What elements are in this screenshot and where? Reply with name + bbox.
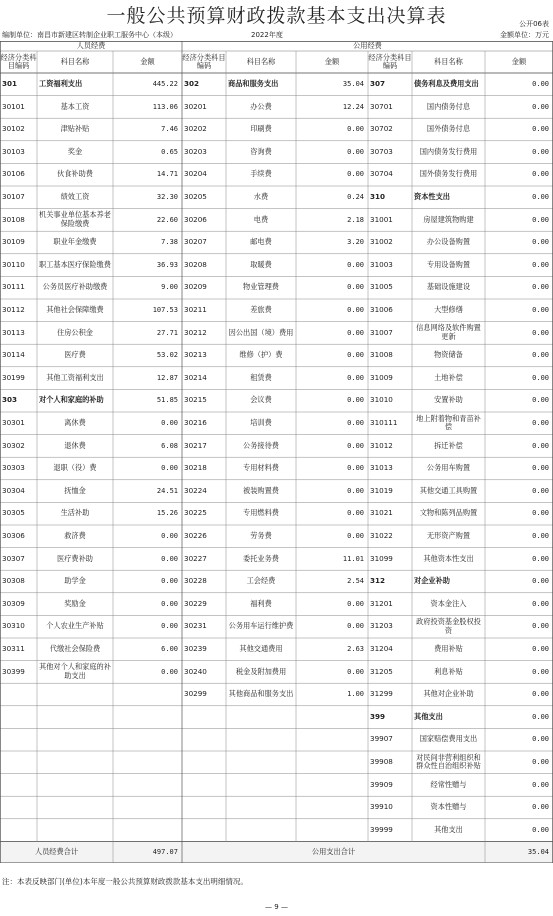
table-cell-amount: 0.00 xyxy=(347,532,364,541)
table-cell-code: 30207 xyxy=(184,237,207,247)
table-cell-code: 30107 xyxy=(2,192,25,202)
table-note: 注：本表反映部门(单位)本年度一般公共预算财政拨款基本支出明细情况。 xyxy=(2,877,248,886)
table-cell-amount: 0.00 xyxy=(532,441,549,450)
header-code-2: 经济分类科目编码 xyxy=(182,52,226,70)
table-cell-code: 31009 xyxy=(370,372,393,382)
table-cell-code: 30304 xyxy=(2,485,25,495)
table-cell-amount: 0.00 xyxy=(532,667,549,676)
header-amount-1: 金额 xyxy=(140,56,155,66)
table-cell-code: 302 xyxy=(184,79,200,89)
table-cell-amount: 0.00 xyxy=(161,554,178,563)
table-cell-name: 基本工资 xyxy=(60,101,90,111)
table-cell-amount: 0.00 xyxy=(532,215,549,224)
table-cell-amount: 0.00 xyxy=(532,306,549,315)
table-cell-amount: 0.00 xyxy=(532,125,549,134)
table-cell-code: 30305 xyxy=(2,508,25,518)
table-cell-amount: 0.00 xyxy=(532,712,549,721)
table-cell-name: 政府投资基金股权投资 xyxy=(416,617,481,635)
table-cell-amount: 0.00 xyxy=(161,599,178,608)
table-cell-name: 电费 xyxy=(253,214,269,224)
table-cell-code: 31008 xyxy=(370,350,393,360)
table-cell-name: 退休费 xyxy=(64,440,86,450)
table-cell-amount: 0.00 xyxy=(532,238,549,247)
table-cell-code: 307 xyxy=(370,79,386,89)
table-cell-amount: 0.00 xyxy=(532,328,549,337)
table-cell-code: 30203 xyxy=(184,146,207,156)
table-cell-amount: 0.00 xyxy=(532,735,549,744)
reporting-unit: 编制单位：南昌市新建区转制企业职工服务中心（本级） xyxy=(2,31,177,39)
table-cell-amount: 0.00 xyxy=(347,599,364,608)
table-cell-name: 绩效工资 xyxy=(60,192,90,202)
table-cell-name: 其他交通费用 xyxy=(239,644,283,654)
table-cell-code: 310111 xyxy=(370,418,398,428)
header-amount-3: 金额 xyxy=(511,56,527,66)
table-cell-code: 30307 xyxy=(2,553,25,563)
table-cell-amount: 0.00 xyxy=(532,825,549,834)
table-cell-name: 其他商品和服务支出 xyxy=(228,689,294,699)
table-cell-name: 其他社会保障缴费 xyxy=(46,305,104,315)
expenditure-table xyxy=(0,41,553,870)
table-cell-name: 租赁费 xyxy=(250,372,272,382)
table-cell-name: 其他对个人和家庭的补助支出 xyxy=(39,662,111,680)
table-cell-amount: 0.00 xyxy=(532,758,549,767)
table-cell-code: 30114 xyxy=(2,350,25,360)
table-cell-name: 公务用车购置 xyxy=(426,463,471,473)
table-cell-name: 维修（护）费 xyxy=(239,350,283,360)
table-cell-amount: 0.00 xyxy=(532,373,549,382)
table-cell-code: 31021 xyxy=(370,508,393,518)
table-cell-code: 31001 xyxy=(370,214,393,224)
table-cell-code: 31203 xyxy=(370,621,393,631)
section-public-header: 公用经费 xyxy=(353,41,382,50)
currency-unit: 金额单位：万元 xyxy=(500,31,549,39)
table-cell-code: 30103 xyxy=(2,146,25,156)
table-cell-name: 生活补助 xyxy=(60,508,90,518)
table-cell-code: 312 xyxy=(370,576,386,586)
table-cell-code: 30217 xyxy=(184,440,207,450)
public-total-label: 公用支出合计 xyxy=(311,847,356,857)
table-cell-amount: 2.63 xyxy=(347,645,364,654)
table-cell-name: 信息网络及软件购置更新 xyxy=(416,323,481,341)
table-cell-code: 31013 xyxy=(370,463,393,473)
table-cell-amount: 0.00 xyxy=(532,554,549,563)
table-cell-amount: 0.00 xyxy=(161,667,178,676)
table-cell-amount: 0.00 xyxy=(161,577,178,586)
table-cell-name: 国家赔偿费用支出 xyxy=(419,734,478,744)
table-cell-name: 商品和服务支出 xyxy=(228,79,279,89)
table-cell-name: 助学金 xyxy=(64,576,86,586)
table-cell-code: 30231 xyxy=(184,621,207,631)
table-cell-name: 资本性赠与 xyxy=(430,802,467,812)
table-cell-amount: 3.20 xyxy=(347,238,364,247)
table-cell-amount: 0.00 xyxy=(532,622,549,631)
table-cell-name: 资本金注入 xyxy=(430,598,467,608)
table-cell-amount: 0.00 xyxy=(532,803,549,812)
table-cell-amount: 22.60 xyxy=(156,215,178,224)
table-cell-name: 房屋建筑物购建 xyxy=(423,214,474,224)
table-cell-code: 31099 xyxy=(370,553,393,563)
table-cell-amount: 0.00 xyxy=(532,532,549,541)
table-cell-code: 30113 xyxy=(2,327,25,337)
table-cell-amount: 2.54 xyxy=(347,577,364,586)
table-cell-code: 30301 xyxy=(2,418,25,428)
table-cell-name: 无形资产购置 xyxy=(426,531,471,541)
table-cell-amount: 0.00 xyxy=(347,306,364,315)
table-cell-amount: 0.00 xyxy=(532,102,549,111)
table-cell-code: 399 xyxy=(370,711,386,721)
header-name-3: 科目名称 xyxy=(434,56,463,66)
table-cell-name: 对民间非营利组织和群众性自治组织补贴 xyxy=(416,752,481,771)
table-cell-code: 310 xyxy=(370,192,386,202)
table-cell-name: 对企业补助 xyxy=(414,576,450,586)
personnel-total-amount: 497.07 xyxy=(152,848,178,857)
table-cell-code: 30214 xyxy=(184,372,207,382)
table-cell-amount: 0.00 xyxy=(347,396,364,405)
table-cell-amount: 0.00 xyxy=(532,351,549,360)
table-cell-code: 31204 xyxy=(370,644,393,654)
table-cell-code: 30110 xyxy=(2,259,25,269)
table-cell-code: 30109 xyxy=(2,237,25,247)
table-cell-amount: 0.00 xyxy=(347,419,364,428)
table-cell-amount: 0.00 xyxy=(347,351,364,360)
table-cell-name: 安置补助 xyxy=(434,395,463,405)
table-cell-code: 30212 xyxy=(184,327,207,337)
table-cell-amount: 0.00 xyxy=(347,283,364,292)
table-cell-name: 办公设备购置 xyxy=(426,237,471,247)
table-cell-amount: 0.00 xyxy=(347,486,364,495)
table-cell-code: 31010 xyxy=(370,395,393,405)
table-cell-code: 30302 xyxy=(2,440,25,450)
table-cell-amount: 12.24 xyxy=(342,102,364,111)
table-cell-name: 土地补偿 xyxy=(434,372,463,382)
table-cell-code: 39910 xyxy=(370,802,393,812)
table-cell-amount: 0.00 xyxy=(532,147,549,156)
table-cell-name: 邮电费 xyxy=(250,237,272,247)
table-cell-name: 被装购置费 xyxy=(243,485,279,495)
table-cell-name: 物业管理费 xyxy=(243,282,279,292)
public-total-amount: 35.04 xyxy=(527,848,549,857)
table-cell-code: 31007 xyxy=(370,327,393,337)
table-cell-name: 奖金 xyxy=(67,146,83,156)
table-cell-amount: 0.00 xyxy=(161,419,178,428)
table-cell-code: 30306 xyxy=(2,531,25,541)
table-cell-code: 31005 xyxy=(370,282,393,292)
table-cell-amount: 35.04 xyxy=(342,80,364,89)
table-cell-amount: 0.00 xyxy=(347,509,364,518)
table-cell-name: 国外债务发行费用 xyxy=(419,169,478,179)
table-cell-amount: 0.00 xyxy=(532,396,549,405)
table-cell-amount: 0.00 xyxy=(532,509,549,518)
table-cell-amount: 51.85 xyxy=(156,396,178,405)
table-cell-amount: 0.24 xyxy=(347,193,364,202)
table-cell-name: 伙食补助费 xyxy=(57,169,93,179)
table-cell-name: 对个人和家庭的补助 xyxy=(39,395,104,405)
table-cell-name: 住房公积金 xyxy=(57,327,93,337)
table-cell-code: 30704 xyxy=(370,169,393,179)
table-cell-name: 劳务费 xyxy=(250,531,272,541)
table-cell-amount: 0.00 xyxy=(347,667,364,676)
table-cell-amount: 14.71 xyxy=(156,170,178,179)
table-cell-amount: 36.93 xyxy=(156,260,178,269)
table-cell-amount: 0.00 xyxy=(532,193,549,202)
table-cell-amount: 0.00 xyxy=(532,170,549,179)
table-cell-code: 30216 xyxy=(184,418,207,428)
table-cell-name: 其他资本性支出 xyxy=(423,553,474,563)
table-cell-code: 39999 xyxy=(370,824,393,834)
table-cell-name: 国内债务发行费用 xyxy=(419,146,478,156)
table-cell-code: 30311 xyxy=(2,644,25,654)
table-cell-name: 其他支出 xyxy=(414,711,443,721)
table-cell-amount: 0.65 xyxy=(161,147,178,156)
header-name-1: 科目名称 xyxy=(60,56,90,66)
table-cell-name: 公务员医疗补助缴费 xyxy=(42,282,108,292)
table-cell-amount: 0.00 xyxy=(347,170,364,179)
table-cell-name: 债务利息及费用支出 xyxy=(414,79,479,89)
table-cell-code: 30310 xyxy=(2,621,25,631)
table-cell-amount: 0.00 xyxy=(532,599,549,608)
table-cell-amount: 7.46 xyxy=(161,125,178,134)
table-cell-code: 31019 xyxy=(370,485,393,495)
table-cell-name: 公务用车运行维护费 xyxy=(228,621,294,631)
report-year: 2022年度 xyxy=(251,31,283,39)
table-cell-amount: 7.38 xyxy=(161,238,178,247)
table-cell-amount: 0.00 xyxy=(532,780,549,789)
table-cell-code: 31002 xyxy=(370,237,393,247)
table-cell-name: 福利费 xyxy=(250,598,272,608)
table-cell-name: 专用设备购置 xyxy=(426,259,471,269)
table-cell-amount: 32.30 xyxy=(156,193,178,202)
table-cell-amount: 0.00 xyxy=(347,441,364,450)
table-cell-code: 30206 xyxy=(184,214,207,224)
form-code: 公开06表 xyxy=(519,20,549,28)
table-cell-code: 30303 xyxy=(2,463,25,473)
table-cell-code: 30199 xyxy=(2,372,25,382)
table-cell-name: 手续费 xyxy=(250,169,272,179)
table-cell-name: 救济费 xyxy=(64,531,86,541)
table-cell-amount: 0.00 xyxy=(532,464,549,473)
table-cell-name: 税金及附加费用 xyxy=(235,666,287,676)
table-cell-code: 30101 xyxy=(2,101,25,111)
personnel-total-label: 人员经费合计 xyxy=(34,847,79,857)
table-cell-name: 经常性赠与 xyxy=(430,779,467,789)
table-cell-name: 印刷费 xyxy=(250,124,272,134)
table-cell-code: 30703 xyxy=(370,146,393,156)
table-cell-name: 其他对企业补助 xyxy=(423,689,474,699)
table-cell-amount: 0.00 xyxy=(347,125,364,134)
table-cell-amount: 0.00 xyxy=(532,690,549,699)
table-cell-name: 利息补贴 xyxy=(434,666,463,676)
table-cell-name: 咨询费 xyxy=(250,146,272,156)
table-cell-name: 医疗费 xyxy=(64,350,86,360)
section-personnel-header: 人员经费 xyxy=(76,41,106,50)
table-cell-amount: 0.00 xyxy=(347,260,364,269)
table-cell-amount: 0.00 xyxy=(532,260,549,269)
table-cell-amount: 107.53 xyxy=(152,306,178,315)
table-cell-name: 国内债务付息 xyxy=(426,101,471,111)
table-cell-code: 30308 xyxy=(2,576,25,586)
table-cell-code: 30227 xyxy=(184,553,207,563)
table-cell-name: 其他工资福利支出 xyxy=(46,372,104,382)
table-cell-name: 抚恤金 xyxy=(64,485,86,495)
table-cell-amount: 15.26 xyxy=(156,509,178,518)
table-cell-name: 医疗费补助 xyxy=(57,553,93,563)
table-cell-code: 30218 xyxy=(184,463,207,473)
table-cell-code: 31006 xyxy=(370,305,393,315)
table-cell-amount: 0.00 xyxy=(347,373,364,382)
table-cell-amount: 0.00 xyxy=(532,486,549,495)
header-name-2: 科目名称 xyxy=(246,56,276,66)
table-cell-amount: 27.71 xyxy=(156,328,178,337)
table-cell-name: 职工基本医疗保险缴费 xyxy=(39,259,111,269)
table-cell-name: 因公出国（境）费用 xyxy=(228,327,294,337)
table-cell-code: 31299 xyxy=(370,689,393,699)
table-cell-code: 31205 xyxy=(370,666,393,676)
table-cell-name: 专用燃料费 xyxy=(243,508,279,518)
table-cell-code: 39909 xyxy=(370,779,393,789)
table-cell-amount: 0.00 xyxy=(347,464,364,473)
table-cell-name: 费用补贴 xyxy=(434,644,463,654)
table-cell-code: 31003 xyxy=(370,259,393,269)
table-cell-name: 委托业务费 xyxy=(243,553,279,563)
table-cell-code: 39908 xyxy=(370,757,393,767)
table-cell-name: 津贴补贴 xyxy=(60,124,90,134)
table-cell-code: 30309 xyxy=(2,598,25,608)
table-cell-name: 其他支出 xyxy=(434,824,463,834)
table-cell-code: 30108 xyxy=(2,214,25,224)
header-code-3: 经济分类科目编码 xyxy=(368,52,412,70)
table-cell-code: 30106 xyxy=(2,169,25,179)
table-cell-name: 个人农业生产补贴 xyxy=(46,621,104,631)
table-cell-amount: 0.00 xyxy=(532,419,549,428)
table-cell-code: 30239 xyxy=(184,644,207,654)
table-cell-name: 办公费 xyxy=(250,101,272,111)
table-cell-code: 30111 xyxy=(2,282,25,292)
table-cell-amount: 0.00 xyxy=(347,147,364,156)
table-cell-name: 大型修缮 xyxy=(434,305,463,315)
table-cell-code: 303 xyxy=(2,395,18,405)
table-cell-code: 30211 xyxy=(184,305,207,315)
table-cell-amount: 0.00 xyxy=(532,577,549,586)
table-cell-code: 30102 xyxy=(2,124,25,134)
table-cell-amount: 6.00 xyxy=(161,645,178,654)
table-cell-amount: 1.00 xyxy=(347,690,364,699)
table-cell-name: 培训费 xyxy=(250,418,272,428)
header-code-1: 经济分类科目编码 xyxy=(0,52,37,70)
table-cell-name: 基础设施建设 xyxy=(426,282,471,292)
table-cell-code: 30205 xyxy=(184,192,207,202)
table-cell-code: 30224 xyxy=(184,485,207,495)
table-cell-code: 30225 xyxy=(184,508,207,518)
table-cell-code: 30215 xyxy=(184,395,207,405)
header-amount-2: 金额 xyxy=(324,56,340,66)
table-cell-amount: 0.00 xyxy=(161,532,178,541)
table-cell-code: 30202 xyxy=(184,124,207,134)
table-cell-name: 拆迁补偿 xyxy=(434,440,463,450)
table-cell-code: 30701 xyxy=(370,101,393,111)
table-cell-amount: 0.00 xyxy=(347,622,364,631)
table-cell-code: 30240 xyxy=(184,666,207,676)
table-cell-code: 31022 xyxy=(370,531,393,541)
table-cell-amount: 445.22 xyxy=(152,80,178,89)
table-cell-code: 30209 xyxy=(184,282,207,292)
table-cell-code: 39907 xyxy=(370,734,393,744)
table-cell-name: 工会经费 xyxy=(246,576,276,586)
table-cell-code: 30204 xyxy=(184,169,207,179)
table-cell-code: 31201 xyxy=(370,598,393,608)
table-cell-amount: 53.02 xyxy=(156,351,178,360)
table-cell-amount: 12.87 xyxy=(156,373,178,382)
page-title: 一般公共预算财政拨款基本支出决算表 xyxy=(106,5,447,27)
page-number: — 9 — xyxy=(265,903,288,911)
table-cell-name: 公务接待费 xyxy=(243,440,279,450)
table-cell-name: 地上附着物和青苗补偿 xyxy=(416,413,481,432)
table-cell-code: 30112 xyxy=(2,305,25,315)
table-cell-amount: 9.00 xyxy=(161,283,178,292)
table-cell-amount: 113.06 xyxy=(152,102,178,111)
table-cell-amount: 0.00 xyxy=(532,283,549,292)
table-cell-name: 资本性支出 xyxy=(414,192,450,202)
table-cell-amount: 2.18 xyxy=(347,215,364,224)
table-cell-code: 30201 xyxy=(184,101,207,111)
table-cell-amount: 0.00 xyxy=(532,645,549,654)
table-cell-amount: 0.00 xyxy=(347,328,364,337)
table-cell-amount: 0.00 xyxy=(532,80,549,89)
table-cell-name: 差旅费 xyxy=(250,305,272,315)
table-cell-code: 31012 xyxy=(370,440,393,450)
table-cell-code: 301 xyxy=(2,79,18,89)
table-cell-name: 取暖费 xyxy=(250,259,272,269)
table-cell-amount: 11.01 xyxy=(342,554,364,563)
table-cell-code: 30228 xyxy=(184,576,207,586)
table-cell-amount: 6.08 xyxy=(161,441,178,450)
table-cell-code: 30226 xyxy=(184,531,207,541)
table-cell-name: 其他交通工具购置 xyxy=(419,485,478,495)
table-cell-amount: 0.00 xyxy=(161,622,178,631)
table-cell-name: 文物和陈列品购置 xyxy=(419,508,478,518)
table-cell-name: 工资福利支出 xyxy=(39,79,83,89)
table-cell-code: 30229 xyxy=(184,598,207,608)
table-cell-name: 退职（役）费 xyxy=(53,463,97,473)
table-cell-name: 代缴社会保险费 xyxy=(49,644,101,654)
table-cell-name: 国外债务付息 xyxy=(426,124,471,134)
table-cell-name: 水费 xyxy=(253,192,269,202)
table-cell-name: 专用材料费 xyxy=(243,463,279,473)
table-cell-amount: 24.51 xyxy=(156,486,178,495)
table-cell-name: 奖励金 xyxy=(64,598,86,608)
table-cell-name: 机关事业单位基本养老保险缴费 xyxy=(39,210,111,228)
table-cell-code: 30399 xyxy=(2,666,25,676)
table-cell-code: 30208 xyxy=(184,259,207,269)
table-cell-name: 离休费 xyxy=(64,418,86,428)
table-cell-name: 物资储备 xyxy=(434,350,463,360)
table-cell-code: 30702 xyxy=(370,124,393,134)
table-cell-name: 职业年金缴费 xyxy=(53,237,97,247)
table-cell-code: 30299 xyxy=(184,689,207,699)
table-cell-code: 30213 xyxy=(184,350,207,360)
table-cell-amount: 0.00 xyxy=(161,464,178,473)
table-cell-name: 会议费 xyxy=(250,395,272,405)
